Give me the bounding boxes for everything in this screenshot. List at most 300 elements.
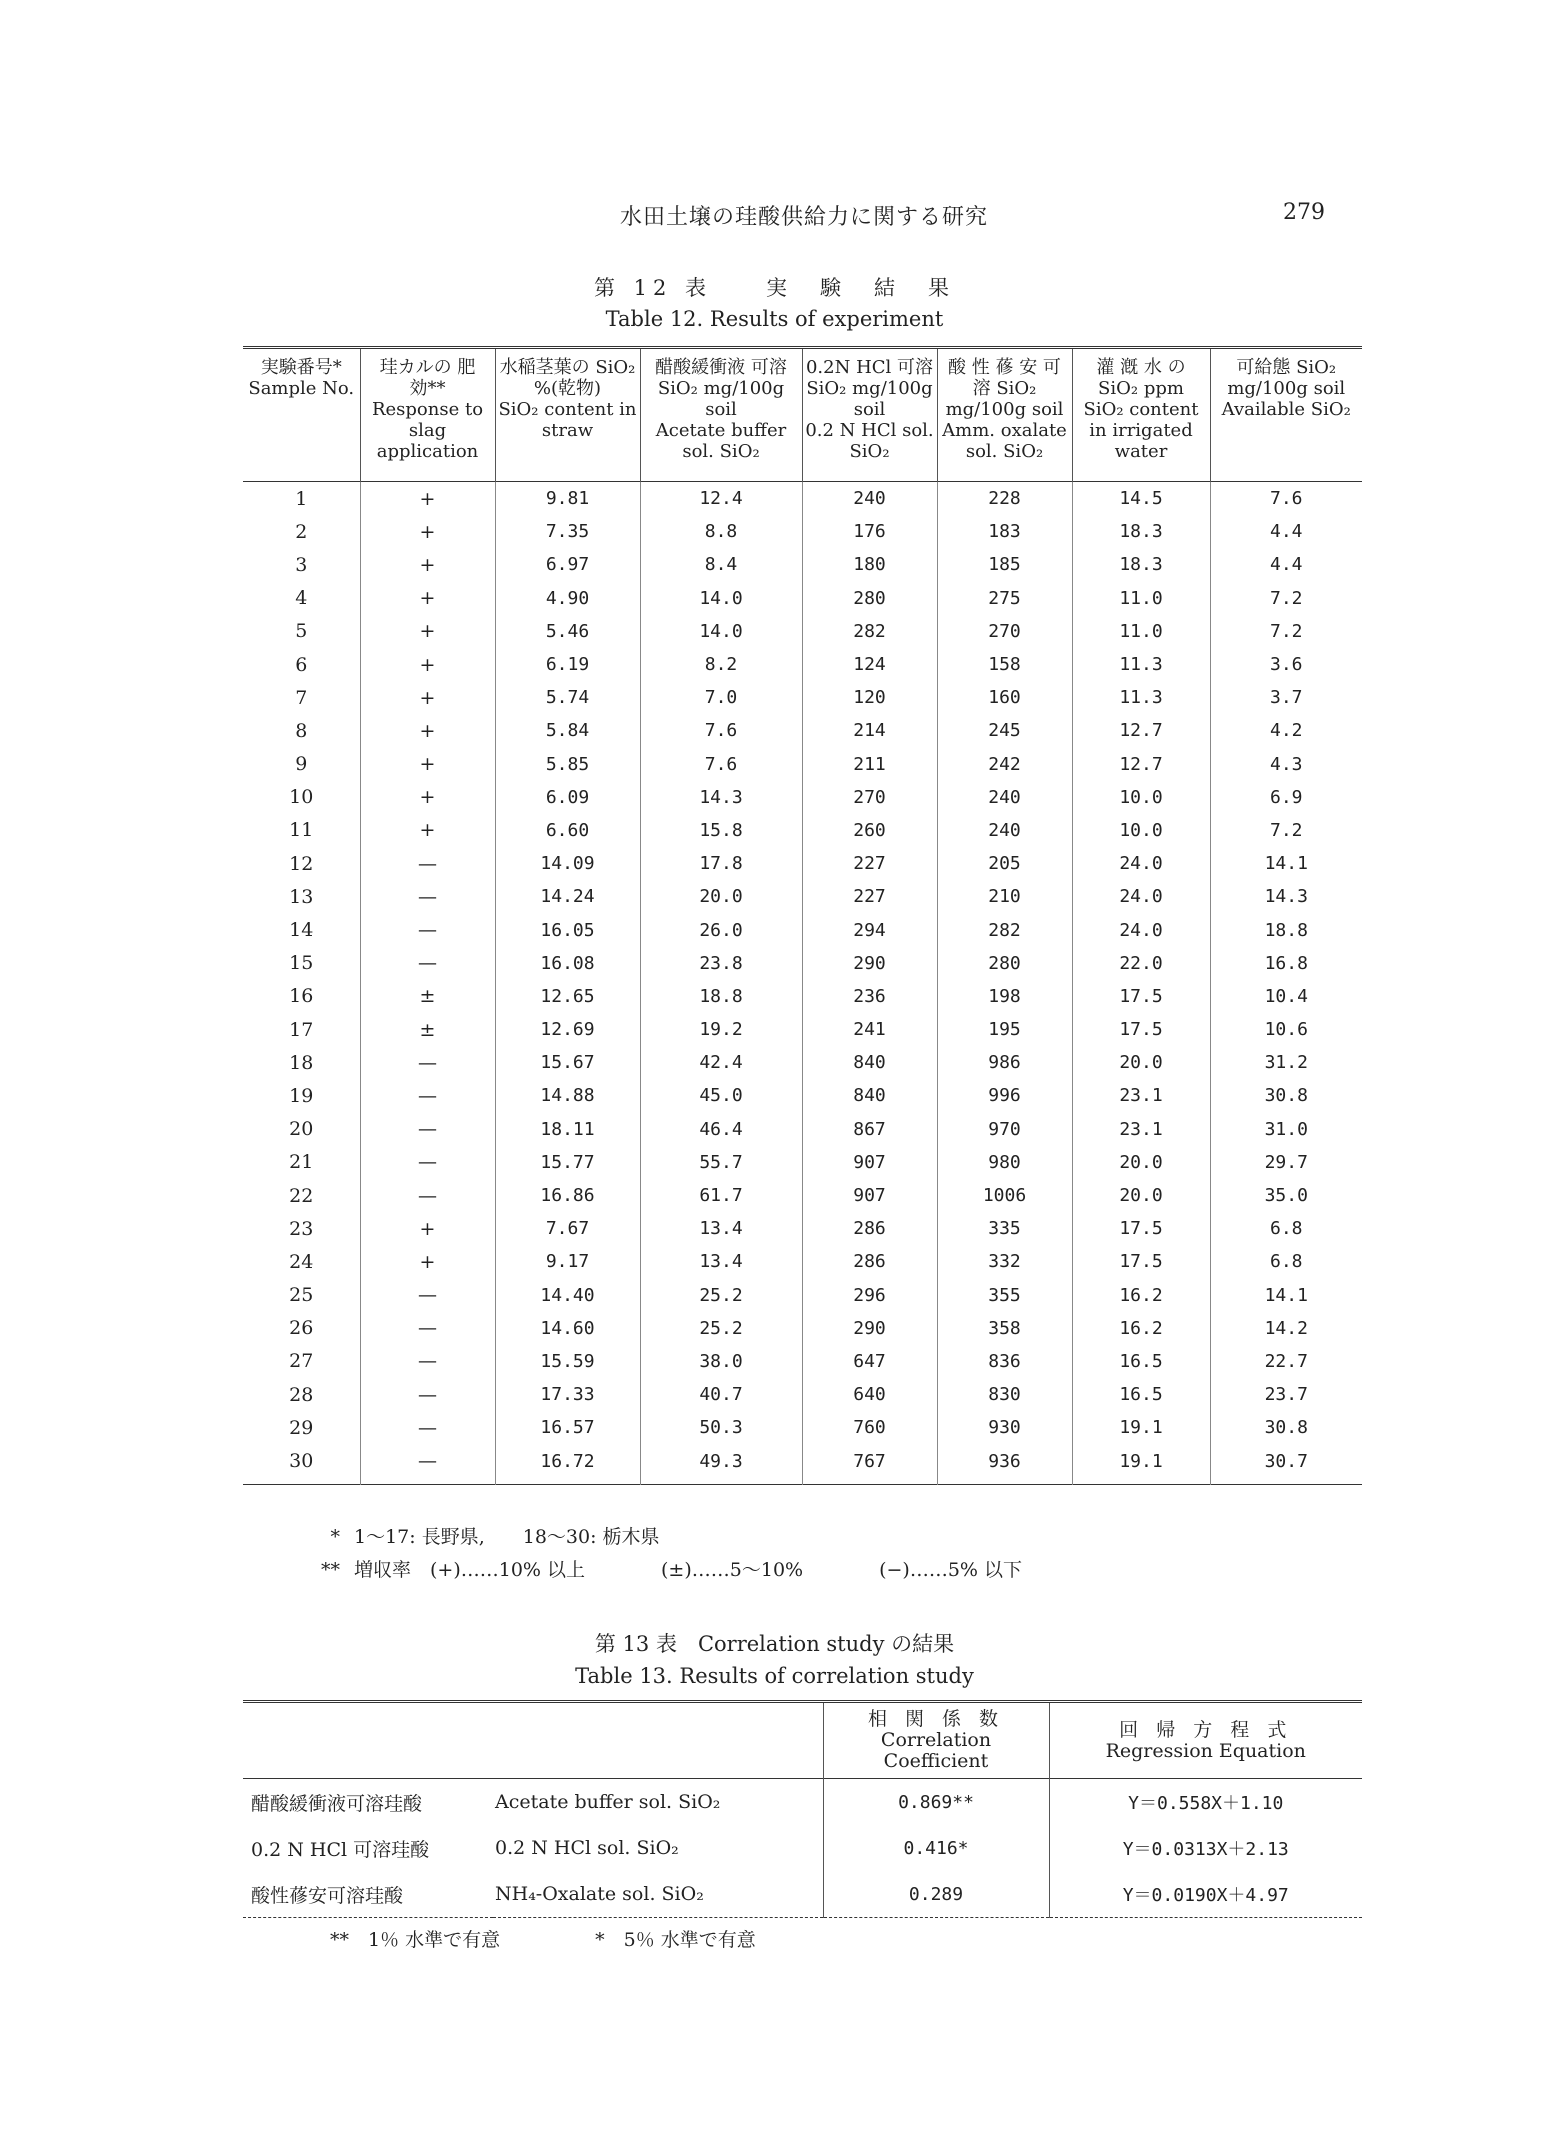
table-row xyxy=(243,1312,1362,1345)
table-cell-ja: 酸性蓚安可溶珪酸 xyxy=(251,1884,404,1907)
table-cell: 930 xyxy=(937,1411,1072,1444)
table12-footnote-2 xyxy=(300,1555,1022,1582)
table-cell: 286 xyxy=(802,1245,937,1278)
table-cell: 17.33 xyxy=(495,1378,640,1411)
table-row xyxy=(243,1046,1362,1079)
header-ja: 0.2N HCl 可溶 SiO₂ mg/100g soil xyxy=(805,357,934,420)
table12-header-col-5 xyxy=(937,348,1072,482)
table-cell: 24 xyxy=(289,1250,314,1273)
table-row xyxy=(243,1079,1362,1112)
table-cell: + xyxy=(360,814,495,847)
header-en: SiO₂ content in irrigated water xyxy=(1083,399,1199,462)
table-cell: 358 xyxy=(937,1312,1072,1345)
table-cell: — xyxy=(360,1079,495,1112)
table-cell: 23.1 xyxy=(1072,1113,1210,1146)
table-cell: 20.0 xyxy=(1072,1146,1210,1179)
table-cell: 12.7 xyxy=(1072,748,1210,781)
table-cell: — xyxy=(360,1113,495,1146)
table-cell: 986 xyxy=(937,1046,1072,1079)
table-cell: 14.1 xyxy=(1210,847,1362,880)
table-row xyxy=(243,681,1362,714)
table-cell: 647 xyxy=(802,1345,937,1378)
table-cell: 760 xyxy=(802,1411,937,1444)
table-cell: 7.2 xyxy=(1210,615,1362,648)
table-cell: 13 xyxy=(289,885,314,908)
table-cell: 14.5 xyxy=(1072,482,1210,516)
table-cell: 24.0 xyxy=(1072,847,1210,880)
header-ja: 灌 漑 水 の SiO₂ ppm xyxy=(1096,357,1186,399)
table-cell: 205 xyxy=(937,847,1072,880)
table-cell: 210 xyxy=(937,880,1072,913)
table-row xyxy=(243,1411,1362,1444)
table-cell-en: 0.2 N HCl sol. SiO₂ xyxy=(495,1837,679,1859)
header-ja: 回 帰 方 程 式 xyxy=(1119,1718,1293,1741)
table13-header-coefficient xyxy=(823,1702,1049,1779)
table-cell: 21 xyxy=(289,1151,314,1174)
table-cell: 15.67 xyxy=(495,1046,640,1079)
table-cell: 25.2 xyxy=(640,1279,802,1312)
table-row xyxy=(243,1345,1362,1378)
table-cell: 15.59 xyxy=(495,1345,640,1378)
page-number: 279 xyxy=(1283,200,1325,225)
table-cell: 23.8 xyxy=(640,947,802,980)
table-row xyxy=(243,548,1362,581)
table12-footnote-1 xyxy=(300,1522,660,1549)
table12-header-col-7 xyxy=(1210,348,1362,482)
table-cell: 3 xyxy=(295,553,308,576)
table-cell: 4.2 xyxy=(1210,714,1362,747)
table-cell: 7.0 xyxy=(640,681,802,714)
table-cell: + xyxy=(360,482,495,516)
table-cell: 767 xyxy=(802,1444,937,1484)
table-cell: — xyxy=(360,1279,495,1312)
table-cell: 290 xyxy=(802,1312,937,1345)
table-cell: 7.35 xyxy=(495,515,640,548)
table-row xyxy=(243,1146,1362,1179)
table-cell: 50.3 xyxy=(640,1411,802,1444)
table-cell: 1006 xyxy=(937,1179,1072,1212)
table-cell: 275 xyxy=(937,582,1072,615)
table-cell: 14.3 xyxy=(640,781,802,814)
running-head-title: 水田土壌の珪酸供給力に関する研究 xyxy=(620,205,989,230)
table-cell: 830 xyxy=(937,1378,1072,1411)
table-cell: 16.86 xyxy=(495,1179,640,1212)
table-cell: 14.0 xyxy=(640,615,802,648)
table-cell: 280 xyxy=(802,582,937,615)
table-cell: 14.0 xyxy=(640,582,802,615)
table-cell: 30.8 xyxy=(1210,1411,1362,1444)
table-cell: 15 xyxy=(289,952,314,975)
table-cell: 20 xyxy=(289,1118,314,1141)
header-ja: 相 関 係 数 xyxy=(867,1708,1005,1730)
table-cell: 12.7 xyxy=(1072,714,1210,747)
table-cell: 3.7 xyxy=(1210,681,1362,714)
table-cell: 31.2 xyxy=(1210,1046,1362,1079)
table-cell: 160 xyxy=(937,681,1072,714)
table-cell: 355 xyxy=(937,1279,1072,1312)
table-cell: 9.81 xyxy=(495,482,640,516)
table-cell: 49.3 xyxy=(640,1444,802,1484)
table-cell: 840 xyxy=(802,1079,937,1112)
table-cell: 30.8 xyxy=(1210,1079,1362,1112)
table-cell: 227 xyxy=(802,847,937,880)
table-cell: 31.0 xyxy=(1210,1113,1362,1146)
table-cell: 19.1 xyxy=(1072,1411,1210,1444)
table-cell: + xyxy=(360,681,495,714)
table-cell: 18 xyxy=(289,1051,314,1074)
table-cell: 22.7 xyxy=(1210,1345,1362,1378)
table-cell-en: NH₄-Oxalate sol. SiO₂ xyxy=(495,1883,704,1905)
table-cell: 11.0 xyxy=(1072,615,1210,648)
table13-footnote: ** 1％ 水準で有意 * 5％ 水準で有意 xyxy=(330,1929,756,1951)
table-cell: 7.2 xyxy=(1210,582,1362,615)
table-cell: 40.7 xyxy=(640,1378,802,1411)
table-cell: 10 xyxy=(289,786,314,809)
table12 xyxy=(243,346,1362,1485)
table-cell: 23.1 xyxy=(1072,1079,1210,1112)
table-cell: — xyxy=(360,1378,495,1411)
table-cell: 11.3 xyxy=(1072,681,1210,714)
table-cell: 17.5 xyxy=(1072,1212,1210,1245)
table-cell: 16.5 xyxy=(1072,1378,1210,1411)
table-row xyxy=(243,482,1362,516)
table-cell: 14.24 xyxy=(495,880,640,913)
table-cell: 16.5 xyxy=(1072,1345,1210,1378)
header-en: Regression Equation xyxy=(1105,1739,1306,1762)
table-cell: — xyxy=(360,880,495,913)
table-cell: 7.67 xyxy=(495,1212,640,1245)
table-cell: 14.09 xyxy=(495,847,640,880)
header-ja: 可給態 SiO₂ xyxy=(1236,357,1337,378)
table12-header-col-1 xyxy=(360,348,495,482)
table-cell: 290 xyxy=(802,947,937,980)
table-row xyxy=(243,847,1362,880)
table-cell: 15.77 xyxy=(495,1146,640,1179)
table-cell: — xyxy=(360,1046,495,1079)
table13 xyxy=(243,1700,1362,1918)
table-row xyxy=(243,980,1362,1013)
table12-header-col-6 xyxy=(1072,348,1210,482)
table-cell: 936 xyxy=(937,1444,1072,1484)
table-cell: 242 xyxy=(937,748,1072,781)
table-row xyxy=(243,1779,1362,1826)
table-cell: 176 xyxy=(802,515,937,548)
table-row xyxy=(243,1113,1362,1146)
table-cell: 12 xyxy=(289,852,314,875)
table-cell: 907 xyxy=(802,1146,937,1179)
header-en: 0.2 N HCl sol. SiO₂ xyxy=(805,420,934,462)
table-cell: — xyxy=(360,1411,495,1444)
table-cell: 907 xyxy=(802,1179,937,1212)
table-cell: 840 xyxy=(802,1046,937,1079)
table-cell: 28 xyxy=(289,1383,314,1406)
table-cell: 35.0 xyxy=(1210,1179,1362,1212)
table-cell: 120 xyxy=(802,681,937,714)
header-ja: 珪カルの 肥 効** xyxy=(379,357,494,399)
header-en: Amm. oxalate sol. SiO₂ xyxy=(942,420,1067,462)
table-cell: 240 xyxy=(802,482,937,516)
table-cell: 282 xyxy=(937,913,1072,946)
table-cell: 18.8 xyxy=(640,980,802,1013)
table-cell: 296 xyxy=(802,1279,937,1312)
table-cell: 12.65 xyxy=(495,980,640,1013)
table12-header-col-4 xyxy=(802,348,937,482)
table-cell: 16.08 xyxy=(495,947,640,980)
table-cell: 7.6 xyxy=(640,714,802,747)
table-cell: 11 xyxy=(289,819,314,842)
table-cell: — xyxy=(360,847,495,880)
table-cell: 286 xyxy=(802,1212,937,1245)
table-cell: 20.0 xyxy=(1072,1179,1210,1212)
table-cell: 5.84 xyxy=(495,714,640,747)
table-cell: — xyxy=(360,1179,495,1212)
table-cell: + xyxy=(360,748,495,781)
table12-header-col-2 xyxy=(495,348,640,482)
table-cell: 26.0 xyxy=(640,913,802,946)
table13-caption-en: Table 13. Results of correlation study xyxy=(575,1664,974,1688)
table-row xyxy=(243,1378,1362,1411)
table-cell: 980 xyxy=(937,1146,1072,1179)
table-cell: 240 xyxy=(937,814,1072,847)
table-cell-eq: Y＝0.0313X＋2.13 xyxy=(1049,1825,1362,1871)
running-head xyxy=(0,200,1549,230)
table-cell: 12.4 xyxy=(640,482,802,516)
table-row xyxy=(243,1279,1362,1312)
table-row xyxy=(243,1825,1362,1871)
table-cell: 24.0 xyxy=(1072,880,1210,913)
table-cell-ja: 0.2 N HCl 可溶珪酸 xyxy=(251,1838,430,1861)
table-cell: ± xyxy=(360,1013,495,1046)
table-cell: 17.5 xyxy=(1072,1245,1210,1278)
table-cell: 4.4 xyxy=(1210,515,1362,548)
table12-body xyxy=(243,482,1362,1485)
table-cell: 55.7 xyxy=(640,1146,802,1179)
table-cell: 17 xyxy=(289,1018,314,1041)
table-cell: 14.1 xyxy=(1210,1279,1362,1312)
table-cell: 7 xyxy=(295,686,308,709)
table-cell: 6.19 xyxy=(495,648,640,681)
table13-caption-ja: 第 13 表 Correlation study の結果 xyxy=(594,1632,955,1656)
footnote-text: 1～17: 長野県, 18～30: 栃木県 xyxy=(354,1526,660,1548)
table-cell: 6.9 xyxy=(1210,781,1362,814)
table-cell: — xyxy=(360,947,495,980)
table-cell: 4.90 xyxy=(495,582,640,615)
table-cell: 9.17 xyxy=(495,1245,640,1278)
table-cell: 19.2 xyxy=(640,1013,802,1046)
table12-header-col-0 xyxy=(243,348,360,482)
table-cell: 8.2 xyxy=(640,648,802,681)
table-cell: 19.1 xyxy=(1072,1444,1210,1484)
table-cell-coef: 0.289 xyxy=(823,1871,1049,1918)
table-cell: 30 xyxy=(289,1450,314,1473)
table-cell: 185 xyxy=(937,548,1072,581)
table-cell: 16.8 xyxy=(1210,947,1362,980)
table-cell: 8 xyxy=(295,719,308,742)
table-row xyxy=(243,1212,1362,1245)
table-row xyxy=(243,1013,1362,1046)
table-cell: 996 xyxy=(937,1079,1072,1112)
table-cell: 17.5 xyxy=(1072,980,1210,1013)
table-cell: 12.69 xyxy=(495,1013,640,1046)
table-cell: 241 xyxy=(802,1013,937,1046)
table-cell: 6.8 xyxy=(1210,1245,1362,1278)
table-cell: 7.6 xyxy=(640,748,802,781)
table-cell: 14.2 xyxy=(1210,1312,1362,1345)
table-cell: 227 xyxy=(802,880,937,913)
header-ja: 醋酸緩衝液 可溶 SiO₂ mg/100g soil xyxy=(655,357,787,420)
table-cell: 198 xyxy=(937,980,1072,1013)
table-cell: 23.7 xyxy=(1210,1378,1362,1411)
table-cell-eq: Y＝0.0190X＋4.97 xyxy=(1049,1871,1362,1918)
table-cell-coef: 0.416* xyxy=(823,1825,1049,1871)
table-cell: 4.4 xyxy=(1210,548,1362,581)
table-cell: ± xyxy=(360,980,495,1013)
table-cell: 16.2 xyxy=(1072,1279,1210,1312)
table12-header-row xyxy=(243,348,1362,482)
table-cell: 270 xyxy=(937,615,1072,648)
table-cell: 4.3 xyxy=(1210,748,1362,781)
table-row xyxy=(243,648,1362,681)
table-cell: 17.8 xyxy=(640,847,802,880)
table13-header-blank xyxy=(243,1702,823,1779)
table-cell: + xyxy=(360,714,495,747)
table-cell: 640 xyxy=(802,1378,937,1411)
table-cell: 5.85 xyxy=(495,748,640,781)
table12-caption-ja: 第 12 表 実 験 結 果 xyxy=(593,276,956,300)
table-cell: 22 xyxy=(289,1184,314,1207)
table-cell: 29.7 xyxy=(1210,1146,1362,1179)
header-en: Correlation Coefficient xyxy=(880,1729,992,1772)
table-cell: 124 xyxy=(802,648,937,681)
table-cell: 14.40 xyxy=(495,1279,640,1312)
table-cell: 61.7 xyxy=(640,1179,802,1212)
table-cell: 180 xyxy=(802,548,937,581)
footnote-mark: ** xyxy=(321,1559,340,1581)
table-cell: 8.4 xyxy=(640,548,802,581)
table-cell: 20.0 xyxy=(640,880,802,913)
table-cell: 9 xyxy=(295,753,308,776)
table-row xyxy=(243,1871,1362,1918)
table-row xyxy=(243,748,1362,781)
table-cell: 4 xyxy=(295,587,308,610)
table-cell: 38.0 xyxy=(640,1345,802,1378)
table-cell: 18.8 xyxy=(1210,913,1362,946)
table-cell: 25 xyxy=(289,1284,314,1307)
table-cell: 20.0 xyxy=(1072,1046,1210,1079)
table-cell: + xyxy=(360,781,495,814)
table-cell: 11.0 xyxy=(1072,582,1210,615)
table-cell: 5.74 xyxy=(495,681,640,714)
header-en: Sample No. xyxy=(248,378,355,399)
table-cell: 23 xyxy=(289,1217,314,1240)
table-row xyxy=(243,781,1362,814)
table-cell: 16.72 xyxy=(495,1444,640,1484)
table-row xyxy=(243,913,1362,946)
table-cell: 6.97 xyxy=(495,548,640,581)
table-cell: 10.6 xyxy=(1210,1013,1362,1046)
table12-header-col-3 xyxy=(640,348,802,482)
table-cell: 236 xyxy=(802,980,937,1013)
table-cell: 10.4 xyxy=(1210,980,1362,1013)
table13-header-regression xyxy=(1049,1702,1362,1779)
table-cell: 22.0 xyxy=(1072,947,1210,980)
table-cell: + xyxy=(360,615,495,648)
table-cell: 8.8 xyxy=(640,515,802,548)
table-cell: + xyxy=(360,1212,495,1245)
header-ja: 水稲茎葉の SiO₂ %(乾物) xyxy=(499,357,636,399)
table-row xyxy=(243,1245,1362,1278)
table-cell: 195 xyxy=(937,1013,1072,1046)
table-cell: 42.4 xyxy=(640,1046,802,1079)
header-ja: 酸 性 蓚 安 可溶 SiO₂ mg/100g soil xyxy=(945,357,1064,420)
table-cell: 5.46 xyxy=(495,615,640,648)
table-cell: 211 xyxy=(802,748,937,781)
table-cell: 335 xyxy=(937,1212,1072,1245)
table-cell-eq: Y＝0.558X＋1.10 xyxy=(1049,1779,1362,1826)
table-cell: 24.0 xyxy=(1072,913,1210,946)
table-cell: 16.2 xyxy=(1072,1312,1210,1345)
table-cell: + xyxy=(360,515,495,548)
table-cell: + xyxy=(360,1245,495,1278)
table-cell: 245 xyxy=(937,714,1072,747)
header-en: Response to slag application xyxy=(371,399,484,462)
table-cell: 14.3 xyxy=(1210,880,1362,913)
table-cell: 7.6 xyxy=(1210,482,1362,516)
table-cell: 294 xyxy=(802,913,937,946)
table-cell: 1 xyxy=(295,487,308,510)
table-cell: + xyxy=(360,582,495,615)
table-cell: 836 xyxy=(937,1345,1072,1378)
table-cell: 13.4 xyxy=(640,1245,802,1278)
table-cell: 240 xyxy=(937,781,1072,814)
footnote-text: 増収率 (+)……10% 以上 (±)……5～10% (−)……5% 以下 xyxy=(354,1559,1023,1581)
table-cell: 18.3 xyxy=(1072,548,1210,581)
table-cell: 18.3 xyxy=(1072,515,1210,548)
table-cell: 7.2 xyxy=(1210,814,1362,847)
table-cell: 867 xyxy=(802,1113,937,1146)
table-cell: 3.6 xyxy=(1210,648,1362,681)
table-cell: 15.8 xyxy=(640,814,802,847)
table-cell: 260 xyxy=(802,814,937,847)
table-cell: 16.57 xyxy=(495,1411,640,1444)
table-cell: 16 xyxy=(289,985,314,1008)
table-cell: — xyxy=(360,1444,495,1484)
table13-header-row xyxy=(243,1702,1362,1779)
header-en: Acetate buffer sol. SiO₂ xyxy=(655,420,787,462)
table13-body xyxy=(243,1779,1362,1918)
table-cell: 19 xyxy=(289,1084,314,1107)
table-cell: 17.5 xyxy=(1072,1013,1210,1046)
table-cell: 6.60 xyxy=(495,814,640,847)
table-row xyxy=(243,814,1362,847)
table-cell: 6.8 xyxy=(1210,1212,1362,1245)
table-cell: 970 xyxy=(937,1113,1072,1146)
table-cell: 29 xyxy=(289,1416,314,1439)
table-cell: 27 xyxy=(289,1350,314,1373)
table-cell: 10.0 xyxy=(1072,814,1210,847)
table-cell: 25.2 xyxy=(640,1312,802,1345)
table-cell: — xyxy=(360,1146,495,1179)
table-cell: 282 xyxy=(802,615,937,648)
header-en: mg/100g soil Available SiO₂ xyxy=(1221,378,1351,420)
table-cell: 214 xyxy=(802,714,937,747)
table-cell: — xyxy=(360,1312,495,1345)
table12-caption-en: Table 12. Results of experiment xyxy=(605,307,944,331)
table-cell: 13.4 xyxy=(640,1212,802,1245)
table-cell: — xyxy=(360,1345,495,1378)
table-cell: 26 xyxy=(289,1317,314,1340)
footnote-mark: * xyxy=(330,1526,340,1548)
